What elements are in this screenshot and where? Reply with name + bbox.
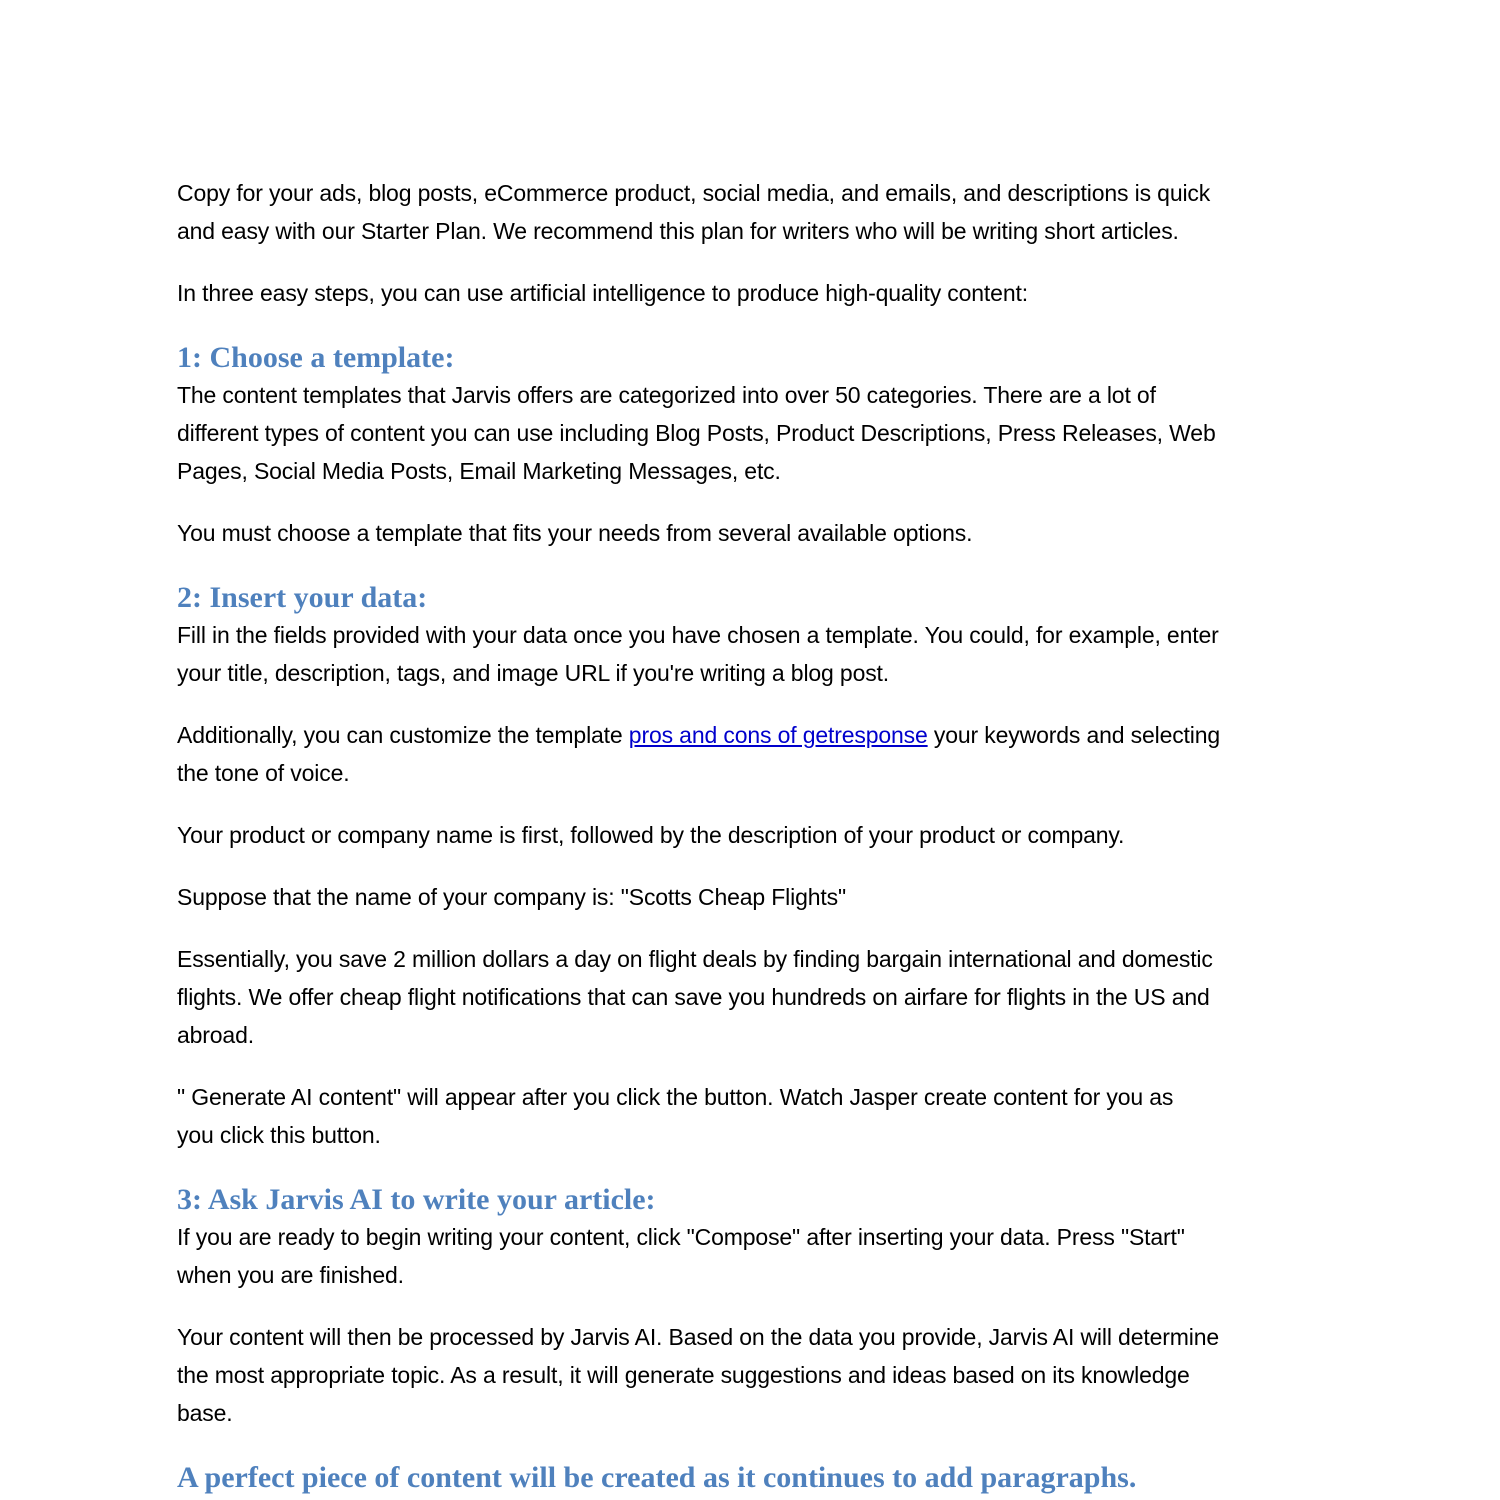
text-line: flights. We offer cheap flight notifications that can save you hundreds on airfare for flights in the US and [177, 984, 1210, 1010]
text-line: Essentially, you save 2 million dollars a day on flight deals by finding bargain international and domestic [177, 946, 1213, 972]
text-line: You must choose a template that fits your needs from several available options. [177, 520, 973, 546]
section3-paragraph-1 [177, 1218, 1337, 1294]
section2-paragraph-5 [177, 940, 1337, 1054]
text-line: " Generate AI content" will appear after you click the button. Watch Jasper create content for you as [177, 1084, 1174, 1110]
section-heading-insert-data: 2: Insert your data: [177, 581, 428, 614]
text-line: The content templates that Jarvis offers are categorized into over 50 categories. There are a lot of [177, 382, 1156, 408]
section-heading-ask-jarvis: 3: Ask Jarvis AI to write your article: [177, 1183, 656, 1216]
section1-paragraph-1 [177, 376, 1337, 490]
section-heading-perfect-content: A perfect piece of content will be created as it continues to add paragraphs. [177, 1461, 1137, 1494]
text-line: different types of content you can use including Blog Posts, Product Descriptions, Press Releases, Web [177, 420, 1216, 446]
text-line: In three easy steps, you can use artificial intelligence to produce high-quality content: [177, 280, 1028, 306]
text-line: If you are ready to begin writing your content, click "Compose" after inserting your data. Press "Start" [177, 1224, 1185, 1250]
section2-paragraph-6 [177, 1078, 1337, 1154]
text-line: base. [177, 1400, 233, 1426]
text-line: the most appropriate topic. As a result, it will generate suggestions and ideas based on its knowledge [177, 1362, 1190, 1388]
text-after-link: your keywords and selecting [927, 722, 1221, 748]
text-line: Copy for your ads, blog posts, eCommerce product, social media, and emails, and descriptions is quick [177, 180, 1211, 206]
text-line: Fill in the fields provided with your data once you have chosen a template. You could, for example, enter [177, 622, 1219, 648]
section2-paragraph-3 [177, 816, 1337, 854]
section3-paragraph-2 [177, 1318, 1337, 1432]
intro-paragraph-1 [177, 174, 1337, 250]
section1-paragraph-2 [177, 514, 1337, 552]
document-page [177, 174, 1337, 1500]
text-line: Your product or company name is first, followed by the description of your product or company. [177, 822, 1125, 848]
getresponse-link[interactable]: pros and cons of getresponse [628, 722, 928, 748]
text-line: you click this button. [177, 1122, 381, 1148]
text-before-link: Additionally, you can customize the template [177, 722, 629, 748]
text-line: and easy with our Starter Plan. We recommend this plan for writers who will be writing short articles. [177, 218, 1179, 244]
section2-paragraph-2 [177, 716, 1337, 792]
text-line: the tone of voice. [177, 760, 350, 786]
intro-paragraph-2 [177, 274, 1337, 312]
text-line: Suppose that the name of your company is: "Scotts Cheap Flights" [177, 884, 846, 910]
text-line: Pages, Social Media Posts, Email Marketing Messages, etc. [177, 458, 781, 484]
section2-paragraph-4 [177, 878, 1337, 916]
text-line: when you are finished. [177, 1262, 404, 1288]
section2-paragraph-1 [177, 616, 1337, 692]
text-line: abroad. [177, 1022, 254, 1048]
section-heading-choose-template: 1: Choose a template: [177, 341, 455, 374]
text-line [177, 716, 1337, 754]
text-line: your title, description, tags, and image URL if you're writing a blog post. [177, 660, 890, 686]
text-line: Your content will then be processed by Jarvis AI. Based on the data you provide, Jarvis AI will determine [177, 1324, 1219, 1350]
